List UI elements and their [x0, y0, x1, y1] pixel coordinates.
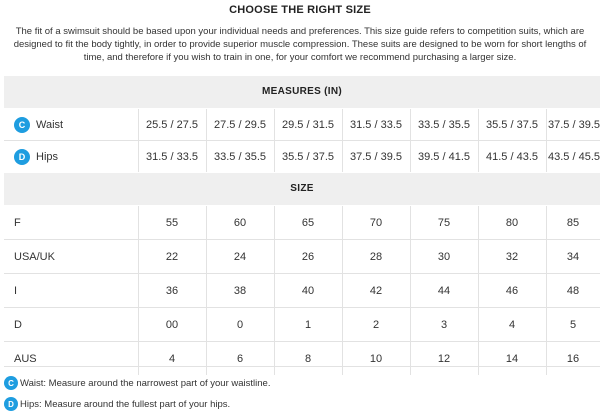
hips-letter-icon: D	[4, 397, 18, 411]
hips-note	[4, 397, 230, 411]
table-cell: 46	[505, 284, 519, 297]
table-cell: 35.5 / 37.5	[486, 118, 538, 131]
table-cell: 31.5 / 33.5	[146, 150, 198, 163]
table-cell: 29.5 / 31.5	[282, 118, 334, 131]
table-cell: 37.5 / 39.5	[548, 118, 600, 131]
measure-row-hips	[4, 141, 600, 172]
size-row-f	[4, 206, 600, 239]
table-cell: 12	[437, 352, 451, 365]
table-cell: 70	[369, 216, 383, 229]
table-cell: 16	[566, 352, 580, 365]
table-cell: 35.5 / 37.5	[282, 150, 334, 163]
table-cell: 41.5 / 43.5	[486, 150, 538, 163]
measure-label-text: Waist	[36, 118, 64, 131]
table-cell: 10	[369, 352, 383, 365]
note-label: Hips	[20, 398, 40, 410]
table-cell: 65	[301, 216, 315, 229]
size-label: USA/UK	[14, 250, 55, 263]
table-cell: 43.5 / 45.5	[548, 150, 600, 163]
table-cell: 14	[505, 352, 519, 365]
table-cell: 4	[508, 318, 516, 331]
table-cell: 2	[372, 318, 380, 331]
intro-line: designed to fit the body tightly, in order to provide superior muscle compression. These suits are designed to be worn for short lengths of	[13, 39, 587, 50]
size-row-d	[4, 308, 600, 341]
size-label: I	[14, 284, 18, 297]
table-cell: 6	[236, 352, 244, 365]
table-cell: 75	[437, 216, 451, 229]
table-cell: 60	[233, 216, 247, 229]
intro-line: The fit of a swimsuit should be based upon your individual needs and preferences. This size guide refers to competition suits, which are	[15, 26, 585, 37]
size-label: AUS	[14, 352, 37, 365]
table-cell: 00	[165, 318, 179, 331]
table-cell: 37.5 / 39.5	[350, 150, 402, 163]
table-cell: 33.5 / 35.5	[214, 150, 266, 163]
table-cell: 8	[304, 352, 312, 365]
table-cell: 38	[233, 284, 247, 297]
table-cell: 24	[233, 250, 247, 263]
table-cell: 39.5 / 41.5	[418, 150, 470, 163]
table-cell: 25.5 / 27.5	[146, 118, 198, 131]
measure-label	[14, 109, 63, 140]
size-label: F	[14, 216, 21, 229]
measures-header: MEASURES (IN)	[4, 76, 600, 108]
measure-row-waist	[4, 109, 600, 140]
table-cell: 28	[369, 250, 383, 263]
table-cell: 85	[566, 216, 580, 229]
table-cell: 33.5 / 35.5	[418, 118, 470, 131]
size-header: SIZE	[4, 173, 600, 205]
table-cell: 55	[165, 216, 179, 229]
table-cell: 4	[168, 352, 176, 365]
waist-note	[4, 376, 270, 390]
table-cell: 0	[236, 318, 244, 331]
hips-letter-icon: D	[14, 149, 30, 165]
table-cell: 27.5 / 29.5	[214, 118, 266, 131]
table-cell: 48	[566, 284, 580, 297]
table-cell: 32	[505, 250, 519, 263]
measure-label	[14, 141, 58, 172]
table-cell: 36	[165, 284, 179, 297]
table-cell: 44	[437, 284, 451, 297]
table-cell: 42	[369, 284, 383, 297]
table-cell: 1	[304, 318, 312, 331]
waist-letter-icon: C	[4, 376, 18, 390]
size-row-usa-uk	[4, 240, 600, 273]
waist-letter-icon: C	[14, 117, 30, 133]
table-cell: 3	[440, 318, 448, 331]
note-label: Waist	[20, 377, 44, 389]
note-text: : Measure around the narrowest part of your waistline.	[43, 377, 271, 389]
note-text: : Measure around the fullest part of your hips.	[39, 398, 231, 410]
size-row-aus	[4, 342, 600, 375]
measure-label-text: Hips	[36, 150, 59, 163]
table-cell: 26	[301, 250, 315, 263]
table-cell: 22	[165, 250, 179, 263]
intro-line: time, and therefore if you wish to train in one, for your comfort we recommend purchasing a larger size.	[83, 52, 517, 63]
page-title: CHOOSE THE RIGHT SIZE	[229, 4, 371, 16]
table-cell: 34	[566, 250, 580, 263]
size-label: D	[14, 318, 22, 331]
table-cell: 40	[301, 284, 315, 297]
table-cell: 5	[569, 318, 577, 331]
size-row-i	[4, 274, 600, 307]
table-cell: 31.5 / 33.5	[350, 118, 402, 131]
table-cell: 80	[505, 216, 519, 229]
table-cell: 30	[437, 250, 451, 263]
